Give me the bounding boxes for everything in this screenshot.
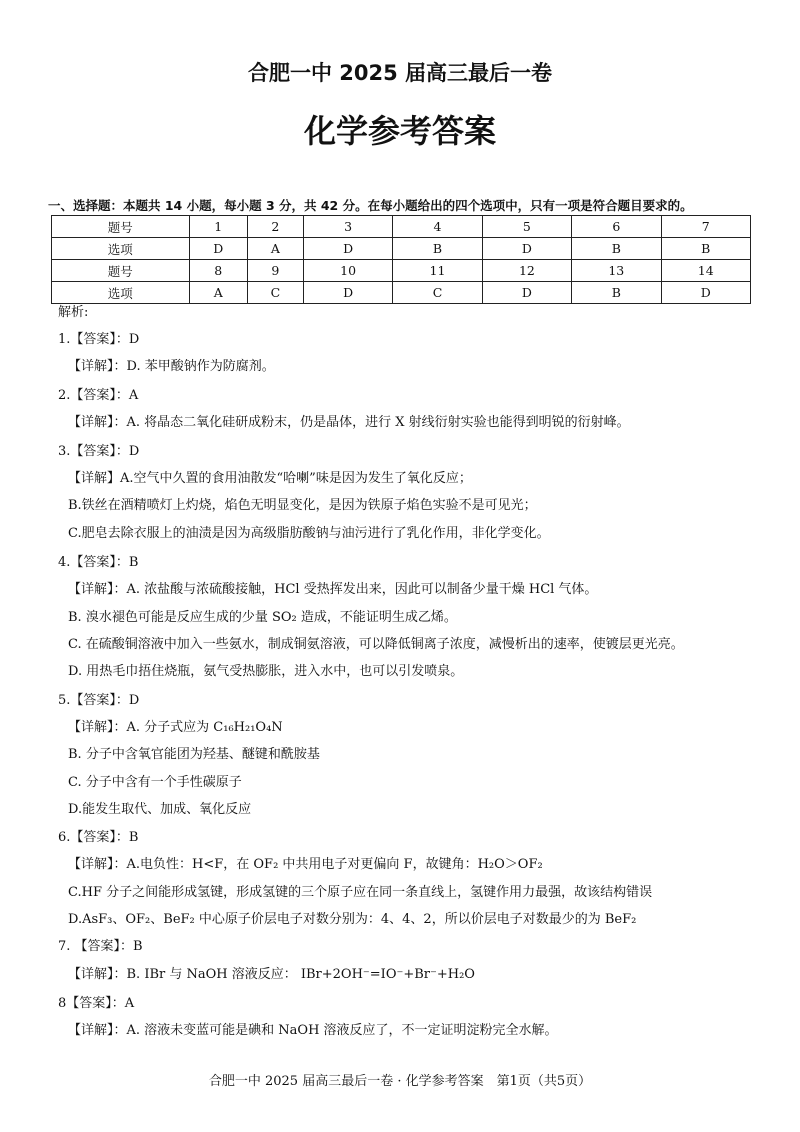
- answer-table-cell: B: [572, 238, 661, 260]
- answer-table-cell: C: [247, 282, 303, 304]
- explanation-line: 【详解】A.空气中久置的食用油散发“哈喇”味是因为发生了氧化反应；: [68, 471, 472, 486]
- answer-table-cell: 2: [247, 216, 303, 238]
- answer-table-cell: 4: [393, 216, 482, 238]
- answer-line: 3.【答案】：D: [58, 444, 140, 459]
- explanation-line: C.HF 分子之间能形成氢键，形成氢键的三个原子应在同一条直线上，氢键作用力最强，故该结构错误: [68, 885, 653, 900]
- answer-table-cell: A: [247, 238, 303, 260]
- explanation-line: C. 分子中含有一个手性碳原子: [68, 775, 242, 790]
- answer-line: 7. 【答案】：B: [58, 939, 143, 954]
- answer-table-cell: B: [661, 238, 751, 260]
- answer-table-cell: C: [393, 282, 482, 304]
- answer-table-cell: D: [189, 238, 247, 260]
- explanation-line: 【详解】：A. 分子式应为 C₁₆H₂₁O₄N: [68, 720, 283, 735]
- school-title: 合肥一中 2025 届高三最后一卷: [247, 61, 553, 85]
- answer-table-header-cell: 题号: [52, 260, 190, 282]
- analysis-label: 解析:: [58, 305, 89, 320]
- answer-table-cell: B: [572, 282, 661, 304]
- answer-table-cell: 14: [661, 260, 751, 282]
- answer-table-cell: D: [303, 282, 392, 304]
- explanation-line: D. 用热毛巾捂住烧瓶，氨气受热膨胀，进入水中，也可以引发喷泉。: [68, 664, 464, 679]
- explanation-line: 【详解】：A. 将晶态二氧化硅研成粉末，仍是晶体，进行 X 射线衍射实验也能得到明锐的衍射峰。: [68, 415, 630, 430]
- answer-line: 5.【答案】：D: [58, 693, 140, 708]
- answer-table-cell: A: [189, 282, 247, 304]
- answer-table-cell: 1: [189, 216, 247, 238]
- answer-table-cell: 11: [393, 260, 482, 282]
- subject-title: 化学参考答案: [303, 112, 496, 150]
- answer-table-row: [52, 216, 751, 238]
- answer-table: [51, 215, 751, 304]
- answer-table-row: [52, 260, 751, 282]
- answer-table-cell: 3: [303, 216, 392, 238]
- answer-table-cell: B: [393, 238, 482, 260]
- answer-table-header-cell: 题号: [52, 216, 190, 238]
- answer-table-cell: 5: [482, 216, 571, 238]
- explanation-line: D.能发生取代、加成、氧化反应: [68, 802, 252, 817]
- answer-table-cell: 9: [247, 260, 303, 282]
- answer-table-row: [52, 238, 751, 260]
- explanation-line: 【详解】：B. IBr 与 NaOH 溶液反应： IBr+2OH⁻=IO⁻+Br⁻+H₂O: [68, 967, 475, 982]
- answer-line: 4.【答案】：B: [58, 555, 139, 570]
- explanation-line: B. 溴水褪色可能是反应生成的少量 SO₂ 造成，不能证明生成乙烯。: [68, 610, 457, 625]
- explanation-line: C.肥皂去除衣服上的油渍是因为高级脂肪酸钠与油污进行了乳化作用，非化学变化。: [68, 526, 550, 541]
- explanation-line: 【详解】：A. 浓盐酸与浓硫酸接触，HCl 受热挥发出来，因此可以制备少量干燥 HCl 气体。: [68, 582, 598, 597]
- answer-table-cell: 12: [482, 260, 571, 282]
- answer-table-cell: 13: [572, 260, 661, 282]
- explanation-line: D.AsF₃、OF₂、BeF₂ 中心原子价层电子对数分别为：4、4、2，所以价层电子对数最少的为 BeF₂: [68, 912, 637, 927]
- answer-table-cell: D: [482, 282, 571, 304]
- answer-table-cell: 8: [189, 260, 247, 282]
- answer-table-row: [52, 282, 751, 304]
- answer-line: 2.【答案】：A: [58, 388, 139, 403]
- answer-line: 6.【答案】：B: [58, 830, 139, 845]
- answer-table-cell: 7: [661, 216, 751, 238]
- explanation-line: B.铁丝在酒精喷灯上灼烧，焰色无明显变化，是因为铁原子焰色实验不是可见光；: [68, 498, 537, 513]
- explanation-line: C. 在硫酸铜溶液中加入一些氨水，制成铜氨溶液，可以降低铜离子浓度，减慢析出的速率，使镀层更光亮。: [68, 637, 684, 652]
- answer-table-header-cell: 选项: [52, 282, 190, 304]
- explanation-line: B. 分子中含氧官能团为羟基、醚键和酰胺基: [68, 747, 320, 762]
- answer-table-cell: D: [661, 282, 751, 304]
- explanation-line: 【详解】：D. 苯甲酸钠作为防腐剂。: [68, 359, 275, 374]
- answer-line: 8【答案】：A: [58, 996, 135, 1011]
- section-heading: 一、选择题：本题共 14 小题，每小题 3 分，共 42 分。在每小题给出的四个选项中，只有一项是符合题目要求的。: [48, 198, 693, 213]
- answer-table-header-cell: 选项: [52, 238, 190, 260]
- answer-table-cell: D: [482, 238, 571, 260]
- explanation-line: 【详解】：A.电负性：H<F，在 OF₂ 中共用电子对更偏向 F，故键角：H₂O＞OF₂: [68, 857, 543, 872]
- answer-table-cell: D: [303, 238, 392, 260]
- explanation-line: 【详解】：A. 溶液未变蓝可能是碘和 NaOH 溶液反应了，不一定证明淀粉完全水解。: [68, 1023, 558, 1038]
- page-footer: 合肥一中 2025 届高三最后一卷 · 化学参考答案 第1页（共5页）: [208, 1074, 592, 1089]
- answer-table-cell: 10: [303, 260, 392, 282]
- answer-table-cell: 6: [572, 216, 661, 238]
- answer-line: 1.【答案】：D: [58, 332, 140, 347]
